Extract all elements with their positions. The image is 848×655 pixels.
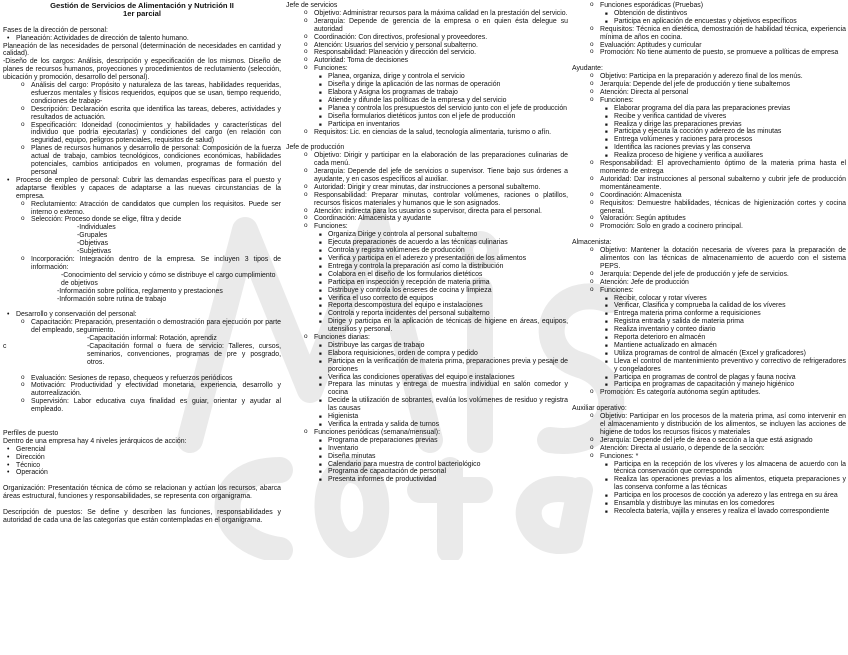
auxiliar-heading: Auxiliar operativo: bbox=[572, 405, 627, 413]
jp-promocion: o Promoción: No tiene aumento de puesto, se promueve a políticas de empresa bbox=[572, 49, 846, 57]
column-right bbox=[572, 2, 846, 516]
jp-funcion: ■ Verifica y participa en el aderezo y presentación de los alimentos bbox=[286, 255, 568, 263]
al-funciones: o Funciones: bbox=[572, 287, 846, 295]
perfiles-heading: Perfiles de puesto bbox=[3, 429, 59, 437]
js-autoridad: o Autoridad: Toma de decisiones bbox=[286, 57, 568, 65]
ay-objetivo: o Objetivo: Participa en la preparación y aderezo final de los menús. bbox=[572, 73, 846, 81]
esporadicas-item: o Funciones esporádicas (Pruebas) bbox=[572, 2, 846, 10]
jp-funcion: ■ Organiza Dirige y controla al personal subalterno bbox=[286, 231, 568, 239]
ay-promocion: o Promoción: Solo en grado a cocinero principal. bbox=[572, 223, 846, 231]
al-promocion: o Promoción: Es categoría autónoma según aptitudes. bbox=[572, 389, 846, 397]
jp-evaluacion: o Evaluación: Aptitudes y curricular bbox=[572, 42, 846, 50]
js-coordinacion: o Coordinación: Con directivos, profesional y proveedores. bbox=[286, 34, 568, 42]
ay-funcion: ■ Entrega volúmenes y raciones para procesos bbox=[572, 136, 846, 144]
jp-funcion: ■ Controla y registra volúmenes de producción bbox=[286, 247, 568, 255]
jp-periodica: ■ Inventario bbox=[286, 445, 568, 453]
ay-requisitos: o Requisitos: Demuestre habilidades, técnicas de higienización cortes y cocina general. bbox=[572, 200, 846, 216]
nivel-item: • Gerencial bbox=[3, 446, 281, 454]
document-title: Gestión de Servicios de Alimentación y Nutrición II bbox=[50, 1, 234, 10]
js-atencion: o Atención: Usuarios del servicio y personal subalterno. bbox=[286, 42, 568, 50]
jp-periodica: ■ Calendario para muestra de control bacteriológico bbox=[286, 461, 568, 469]
seleccion-type: -Grupales bbox=[77, 232, 108, 240]
jp-objetivo: o Objetivo: Dirigir y participar en la elaboración de las preparaciones culinarias de cada menú. bbox=[286, 152, 568, 168]
al-jerarquia: o Jerarquía: Depende del jefe de producción y jefe de servicios. bbox=[572, 271, 846, 279]
seleccion-type: -Subjetivas bbox=[77, 248, 112, 256]
ay-coordinacion: o Coordinación: Almacenista bbox=[572, 192, 846, 200]
ay-funcion: ■ Realiza y dirige las preparaciones previas bbox=[572, 121, 846, 129]
proceso-item: • Proceso de empleo de personal: Cubrir las demandas específicas para el puesto y adaptarse flexibles y capaces de adaptarse a las nuevas circunstancias de la empresa. bbox=[3, 177, 281, 201]
organizacion-paragraph: Organización: Presentación técnica de cómo se relacionan y actúan los recursos, abarca áreas estructural, funciones y responsabilidades, se representa con organigrama. bbox=[3, 485, 281, 501]
js-jerarquia: o Jerarquía: Depende de gerencia de la empresa o en quien ésta delegue su autoridad bbox=[286, 18, 568, 34]
nivel-item: • Dirección bbox=[3, 454, 281, 462]
ay-funcion: ■ Identifica las raciones previas y las conserva bbox=[572, 144, 846, 152]
jp-jerarquia: o Jerarquía: Depende del jefe de servicios o supervisor. Tiene bajo sus órdenes a ayudante, y en casos específicos al auxiliar. bbox=[286, 168, 568, 184]
ay-atencion: o Atención: Directa al personal bbox=[572, 89, 846, 97]
ax-funciones: o Funciones: * bbox=[572, 453, 846, 461]
incorporacion-item: o Incorporación: Integración dentro de la empresa. Se incluyen 3 tipos de información: bbox=[3, 256, 281, 272]
jp-diaria: ■ Verifica las condiciones operativas del equipo e instalaciones bbox=[286, 374, 568, 382]
incorporacion-info: -Información sobre política, reglamento y prestaciones bbox=[57, 287, 223, 295]
seleccion-type: -Individuales bbox=[77, 224, 116, 232]
ayudante-heading: Ayudante: bbox=[572, 65, 603, 73]
jp-funcion: ■ Participa en inspección y recepción de materia prima bbox=[286, 279, 568, 287]
ax-atencion: o Atención: Directa al usuario, o depende de la sección: bbox=[572, 445, 846, 453]
ax-funcion: ■ Participa en la recepción de los víveres y los almacena de acuerdo con la técnica conservación que corresponda bbox=[572, 461, 846, 477]
incorporacion-info: -Información sobre rutina de trabajo bbox=[57, 295, 167, 303]
analisis-item: o Análisis del cargo: Propósito y naturaleza de las tareas, habilidades requeridas, esfuerzos mentales y físicos requeridos, equipos que se usan, tiempo requerido, condiciones de trabajo- bbox=[3, 82, 281, 106]
jp-funcion: ■ Verifica el uso correcto de equipos bbox=[286, 295, 568, 303]
seleccion-type: -Objetivas bbox=[77, 240, 109, 248]
al-atencion: o Atención: Jefe de producción bbox=[572, 279, 846, 287]
planeacion-item: • Planeación: Actividades de dirección de talento humano. bbox=[3, 35, 281, 43]
evaluacion-item: o Evaluación: Sesiones de repaso, chequeos y refuerzos periódicos bbox=[3, 375, 281, 383]
jp-funcion: ■ Entrega y controla la preparación así como la distribución bbox=[286, 263, 568, 271]
js-funcion: ■ Elabora y Asigna los programas de trabajo bbox=[286, 89, 568, 97]
ay-funciones: o Funciones: bbox=[572, 97, 846, 105]
al-funcion: ■ Entrega materia prima conforme a requisiciones bbox=[572, 310, 846, 318]
jp-funcion: ■ Ejecuta preparaciones de acuerdo a las técnicas culinarias bbox=[286, 239, 568, 247]
al-funcion: ■ Verificar, Clasifica y comprueba la calidad de los víveres bbox=[572, 302, 846, 310]
js-funcion: ■ Diseña y dirige la aplicación de las normas de operación bbox=[286, 81, 568, 89]
js-funcion: ■ Planea y controla los presupuestos del servicio junto con el jefe de producción bbox=[286, 105, 568, 113]
al-funcion: ■ Participa en programas de control de plagas y fauna nociva bbox=[572, 374, 846, 382]
jp-periodica: ■ Presenta informes de productividad bbox=[286, 476, 568, 484]
al-funcion: ■ Recibir, colocar y rotar víveres bbox=[572, 295, 846, 303]
reclutamiento-item: o Reclutamiento: Atracción de candidatos que cumplen los requisitos. Puede ser interno o externo. bbox=[3, 201, 281, 217]
jp-funcion: ■ Colabora en el diseño de los formularios dietéticos bbox=[286, 271, 568, 279]
js-funcion: ■ Planea, organiza, dirige y controla el servicio bbox=[286, 73, 568, 81]
jp-funciones: o Funciones: bbox=[286, 223, 568, 231]
nivel-item: • Operación bbox=[3, 469, 281, 477]
fases-heading: Fases de la dirección de personal: bbox=[3, 26, 108, 34]
ax-funcion: ■ Recolecta batería, vajilla y enseres y realiza el lavado correspondiente bbox=[572, 508, 846, 516]
especificacion-item: o Especificación: Idoneidad (conocimientos y habilidades y características del individuo que podría ejecutarlas) y condiciones del cargo (en relación con seguridad, equipo, peligros potenciales, requisitos de salud) bbox=[3, 122, 281, 146]
jp-responsabilidad: o Responsabilidad: Preparar minutas, controlar volúmenes, raciones o platillos, recursos físicos materiales y humanos que le son asignados. bbox=[286, 192, 568, 208]
jp-diaria: ■ Decide la utilización de sobrantes, evalúa los volúmenes de residuo y registra las causas bbox=[286, 397, 568, 413]
jp-periodicas: o Funciones periódicas (semana/mensual): bbox=[286, 429, 568, 437]
ay-autoridad: o Autoridad: Dar instrucciones al personal subalterno y cubrir jefe de producción momentáneamente. bbox=[572, 176, 846, 192]
ay-responsabilidad: o Responsabilidad: El aprovechamiento óptimo de la materia prima hasta el momento de entrega bbox=[572, 160, 846, 176]
diseno-cargos: -Diseño de los cargos: Análisis, descripción y especificación de los mismos. Diseño de planes de recursos humanos, proyecciones y procedimientos de reclutamiento (selección, ubicación y promoción, desarrollo del personal). bbox=[3, 58, 281, 82]
incorporacion-info: -Conocimiento del servicio y cómo se distribuye el cargo cumplimiento de objetivos bbox=[61, 271, 276, 287]
motivacion-item: o Motivación: Productividad y efectividad monetaria, experiencia, desarrollo y autorrealización. bbox=[3, 382, 281, 398]
column-left bbox=[3, 2, 281, 525]
jp-diaria: ■ Verifica la entrada y salida de turnos bbox=[286, 421, 568, 429]
ay-funcion: ■ Elaborar programa del día para las preparaciones previas bbox=[572, 105, 846, 113]
jp-diaria: ■ Higienista bbox=[286, 413, 568, 421]
jp-funcion: ■ Distribuye y controla los enseres de cocina y limpieza bbox=[286, 287, 568, 295]
ax-objetivo: o Objetivo: Participar en los procesos de la materia prima, así como intervenir en el almacenamiento y distribución de los alimentos, se incluyen las acciones de higiene de todos los recursos físicos y materiales bbox=[572, 413, 846, 437]
ay-valoracion: o Valoración: Según aptitudes bbox=[572, 215, 846, 223]
al-funcion: ■ Realiza inventario y conteo diario bbox=[572, 326, 846, 334]
jefe-servicios-heading: Jefe de servicios bbox=[286, 2, 338, 9]
desarrollo-item: • Desarrollo y conservación del personal: bbox=[3, 311, 281, 319]
descripcion-item: o Descripción: Declaración escrita que identifica las tareas, deberes, actividades y resultados de actuación. bbox=[3, 106, 281, 122]
ay-funcion: ■ Realiza proceso de higiene y verifica a auxiliares bbox=[572, 152, 846, 160]
jp-funcion: ■ Dirige y participa en la aplicación de técnicas de higiene en áreas, equipos, utensilios y personal. bbox=[286, 318, 568, 334]
jp-diaria: ■ Prepara las minutas y entrega de muestra individual en salón comedor y cocina bbox=[286, 381, 568, 397]
al-objetivo: o Objetivo: Mantener la dotación necesaria de víveres para la preparación de alimentos con las técnicas de almacenamiento de acuerdo con el sistema PEPS. bbox=[572, 247, 846, 271]
capacitacion-item: o Capacitación: Preparación, presentación o demostración para ejecución por parte del empleado, seguimiento. bbox=[3, 319, 281, 335]
column-middle bbox=[286, 2, 568, 484]
js-funciones: o Funciones: bbox=[286, 65, 568, 73]
jp-funcion: ■ Controla y reporta incidentes del personal subalterno bbox=[286, 310, 568, 318]
nivel-item: • Técnico bbox=[3, 462, 281, 470]
al-funcion: ■ Reporta deterioro en almacén bbox=[572, 334, 846, 342]
js-responsabilidad: o Responsabilidad: Planeación y dirección del servicio. bbox=[286, 49, 568, 57]
jp-periodica: ■ Programa de preparaciones previas bbox=[286, 437, 568, 445]
esporadica: ■ Obtención de distintivos bbox=[572, 10, 846, 18]
js-funcion: ■ Atiende y difunde las políticas de la empresa y del servicio bbox=[286, 97, 568, 105]
jefe-produccion-heading: Jefe de producción bbox=[286, 144, 345, 152]
jp-funcion: ■ Reporta descompostura del equipo e instalaciones bbox=[286, 302, 568, 310]
seleccion-item: o Selección: Proceso donde se elige, filtra y decide bbox=[3, 216, 281, 224]
capacitacion-informal: -Capacitación informal: Rotación, aprendiz bbox=[87, 335, 217, 343]
jp-diaria: ■ Participa en la verificación de materia prima, preparaciones previa y pesaje de porciones bbox=[286, 358, 568, 374]
jp-coordinacion: o Coordinación: Almacenista y ayudante bbox=[286, 215, 568, 223]
ay-funcion: ■ Recibe y verifica cantidad de víveres bbox=[572, 113, 846, 121]
ax-funcion: ■ Participa en los procesos de cocción ya aderezo y las entrega en su área bbox=[572, 492, 846, 500]
js-funcion: ■ Diseña formularios dietéticos juntos con el jefe de producción bbox=[286, 113, 568, 121]
jp-atencion: o Atención: indirecta para los usuarios o supervisor, directa para el personal. bbox=[286, 208, 568, 216]
ax-jerarquia: o Jerarquía: Depende del jefe de área o sección a la que está asignado bbox=[572, 437, 846, 445]
js-funcion: ■ Participa en inventarios bbox=[286, 121, 568, 129]
jp-diarias: o Funciones diarias: bbox=[286, 334, 568, 342]
planeacion-desc: Planeación de las necesidades de personal (determinación de necesidades en cantidad y calidad). bbox=[3, 42, 281, 58]
al-funcion: ■ Lleva el control de mantenimiento preventivo y correctivo de refrigeradores y congeladores bbox=[572, 358, 846, 374]
jp-requisitos: o Requisitos: Técnica en dietética, demostración de habilidad técnica, experiencia mínima de años en cocina. bbox=[572, 26, 846, 42]
capacitacion-formal: -Capacitación formal o fuera de servicio: Talleres, cursos, seminarios, convenciones, programas de pre y posgrado, otros. bbox=[87, 342, 281, 366]
js-requisitos: o Requisitos: Lic. en ciencias de la salud, tecnología alimentaria, turismo o afín. bbox=[286, 129, 568, 137]
ay-jerarquia: o Jerarquía: Depende del jefe de producción y tiene subalternos bbox=[572, 81, 846, 89]
perfiles-intro: Dentro de una empresa hay 4 niveles jerárquicos de acción: bbox=[3, 437, 187, 445]
al-funcion: ■ Participa en programas de capacitación y manejo higiénico bbox=[572, 381, 846, 389]
descripcion-puestos-paragraph: Descripción de puestos: Se define y describen las funciones, responsabilidades y autoridad de cada una de las categorías que están contempladas en el organigrama. bbox=[3, 508, 281, 524]
supervision-item: o Supervisión: Labor educativa cuya finalidad es guiar, orientar y ayudar al empleado. bbox=[3, 398, 281, 414]
jp-autoridad: o Autoridad: Dirigir y crear minutas, dar instrucciones a personal subalterno. bbox=[286, 184, 568, 192]
js-objetivo: o Objetivo: Administrar recursos para la máxima calidad en la prestación del servicio. bbox=[286, 10, 568, 18]
esporadica: ■ Participa en aplicación de encuestas y objetivos específicos bbox=[572, 18, 846, 26]
almacenista-heading: Almacenista: bbox=[572, 239, 612, 247]
ax-funcion: ■ Ensambla y distribuye las minutas en los comedores bbox=[572, 500, 846, 508]
jp-diaria: ■ Elabora requisiciones, orden de compra y pedido bbox=[286, 350, 568, 358]
jp-diaria: ■ Distribuye las cargas de trabajo bbox=[286, 342, 568, 350]
ay-funcion: ■ Participa y ejecuta la cocción y aderezo de las minutas bbox=[572, 128, 846, 136]
al-funcion: ■ Mantiene actualizado en almacén bbox=[572, 342, 846, 350]
jp-periodica: ■ Diseña minutas bbox=[286, 453, 568, 461]
planes-item: o Planes de recursos humanos y desarrollo de personal: Composición de la fuerza actual de trabajo, cambios tecnológicos, condiciones económicas, habilidades potenciales, cambios anticipados en volumen, programas de formación del personal bbox=[3, 145, 281, 177]
ax-funcion: ■ Realiza las operaciones previas a los alimentos, etiqueta preparaciones y las conserva conforme a las técnicas bbox=[572, 476, 846, 492]
document-subtitle: 1er parcial bbox=[123, 9, 161, 19]
al-funcion: ■ Registra entrada y salida de materia prima bbox=[572, 318, 846, 326]
jp-periodica: ■ Programa de capacitación de personal bbox=[286, 468, 568, 476]
stray-letter: c bbox=[3, 343, 7, 350]
al-funcion: ■ Utiliza programas de control de almacén (Excel y graficadores) bbox=[572, 350, 846, 358]
